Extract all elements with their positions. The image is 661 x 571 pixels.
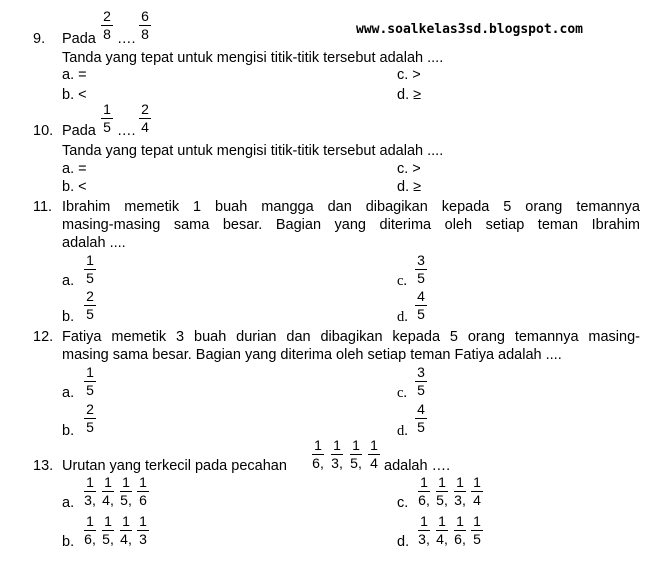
numerator: 1 bbox=[84, 514, 96, 531]
denominator: 5, bbox=[436, 492, 448, 508]
option-c-fraction bbox=[436, 475, 448, 508]
question-number: 9. bbox=[33, 31, 46, 47]
numerator: 1 bbox=[436, 475, 448, 492]
option-c: c. > bbox=[397, 67, 421, 83]
denominator: 6, bbox=[418, 492, 430, 508]
option-c-fraction bbox=[415, 365, 427, 398]
denominator: 3, bbox=[418, 531, 430, 547]
numerator: 1 bbox=[102, 475, 114, 492]
numerator: 3 bbox=[415, 253, 427, 270]
fraction bbox=[312, 438, 324, 471]
option-d-label: d. bbox=[397, 534, 410, 550]
denominator: 4 bbox=[370, 455, 378, 471]
watermark: www.soalkelas3sd.blogspot.com bbox=[356, 22, 583, 37]
numerator: 2 bbox=[139, 102, 151, 119]
option-d-label: d. bbox=[397, 309, 408, 325]
numerator: 2 bbox=[101, 9, 113, 26]
question-prefix: Urutan yang terkecil pada pecahan bbox=[62, 458, 287, 474]
comparison-dots: …. bbox=[117, 123, 136, 139]
numerator: 1 bbox=[84, 475, 96, 492]
option-a-label: a. bbox=[62, 385, 75, 401]
denominator: 5 bbox=[86, 419, 94, 435]
question-number: 11. bbox=[33, 199, 53, 215]
option-a-label: a. bbox=[62, 495, 75, 511]
option-b-label: b. bbox=[62, 534, 75, 550]
option-b-fraction bbox=[137, 514, 149, 547]
denominator: 5, bbox=[120, 492, 132, 508]
denominator: 6, bbox=[84, 531, 96, 547]
option-d-fraction bbox=[436, 514, 448, 547]
denominator: 3, bbox=[454, 492, 466, 508]
option-b-fraction bbox=[102, 514, 114, 547]
denominator: 5 bbox=[86, 306, 94, 322]
denominator: 5 bbox=[417, 270, 425, 286]
option-c-label: c. bbox=[397, 385, 408, 401]
option-a-fraction bbox=[84, 365, 96, 398]
option-a-label: a. bbox=[62, 273, 75, 289]
option-d: d. ≥ bbox=[397, 179, 422, 195]
question-line: Fatiya memetik 3 buah durian dan dibagikan kepada 5 orang temannya masing- bbox=[62, 329, 640, 345]
option-d-fraction bbox=[415, 402, 427, 435]
denominator: 5 bbox=[103, 119, 111, 135]
numerator: 4 bbox=[415, 402, 427, 419]
numerator: 1 bbox=[418, 475, 430, 492]
option-b-label: b. bbox=[62, 423, 75, 439]
fraction bbox=[368, 438, 380, 471]
option-c-fraction bbox=[454, 475, 466, 508]
numerator: 1 bbox=[84, 365, 96, 382]
numerator: 2 bbox=[84, 402, 96, 419]
option-c-label: c. bbox=[397, 495, 409, 511]
denominator: 5, bbox=[350, 455, 362, 471]
numerator: 1 bbox=[102, 514, 114, 531]
option-b-fraction bbox=[120, 514, 132, 547]
numerator: 1 bbox=[331, 438, 343, 455]
option-c-label: c. bbox=[397, 273, 408, 289]
denominator: 3, bbox=[331, 455, 343, 471]
denominator: 8 bbox=[141, 26, 149, 42]
numerator: 1 bbox=[84, 253, 96, 270]
option-d-fraction bbox=[415, 289, 427, 322]
denominator: 4 bbox=[141, 119, 149, 135]
numerator: 1 bbox=[101, 102, 113, 119]
option-b: b. < bbox=[62, 87, 87, 103]
fraction bbox=[139, 9, 151, 42]
question-prefix: Pada bbox=[62, 31, 96, 47]
question-prefix: Pada bbox=[62, 123, 96, 139]
option-a-fraction bbox=[137, 475, 149, 508]
option-a: a. = bbox=[62, 161, 87, 177]
question-line: Ibrahim memetik 1 buah mangga dan dibagikan kepada 5 orang temannya bbox=[62, 199, 640, 215]
option-a-fraction bbox=[84, 253, 96, 286]
numerator: 1 bbox=[418, 514, 430, 531]
denominator: 6 bbox=[139, 492, 147, 508]
denominator: 6, bbox=[454, 531, 466, 547]
question-text: Tanda yang tepat untuk mengisi titik-titik tersebut adalah .... bbox=[62, 143, 444, 159]
option-c-fraction bbox=[418, 475, 430, 508]
option-d-fraction bbox=[454, 514, 466, 547]
option-c-fraction bbox=[415, 253, 427, 286]
denominator: 5 bbox=[417, 306, 425, 322]
numerator: 1 bbox=[137, 514, 149, 531]
denominator: 4 bbox=[473, 492, 481, 508]
denominator: 5, bbox=[102, 531, 114, 547]
denominator: 4, bbox=[102, 492, 114, 508]
option-d-label: d. bbox=[397, 423, 408, 439]
option-d: d. ≥ bbox=[397, 87, 422, 103]
numerator: 1 bbox=[350, 438, 362, 455]
option-b-label: b. bbox=[62, 309, 75, 325]
denominator: 4, bbox=[436, 531, 448, 547]
option-c-fraction bbox=[471, 475, 483, 508]
denominator: 3, bbox=[84, 492, 96, 508]
numerator: 1 bbox=[368, 438, 380, 455]
denominator: 5 bbox=[417, 419, 425, 435]
denominator: 5 bbox=[86, 382, 94, 398]
numerator: 1 bbox=[137, 475, 149, 492]
fraction bbox=[350, 438, 362, 471]
fraction bbox=[139, 102, 151, 135]
numerator: 1 bbox=[471, 514, 483, 531]
option-c: c. > bbox=[397, 161, 421, 177]
denominator: 8 bbox=[103, 26, 111, 42]
numerator: 1 bbox=[120, 475, 132, 492]
denominator: 4, bbox=[120, 531, 132, 547]
numerator: 2 bbox=[84, 289, 96, 306]
option-d-fraction bbox=[418, 514, 430, 547]
question-text: Tanda yang tepat untuk mengisi titik-titik tersebut adalah .... bbox=[62, 50, 444, 66]
question-number: 13. bbox=[33, 458, 54, 474]
denominator: 6, bbox=[312, 455, 324, 471]
question-line: masing sama besar. Bagian yang diterima oleh setiap teman Fatiya adalah .... bbox=[62, 347, 562, 363]
option-a: a. = bbox=[62, 67, 87, 83]
option-a-fraction bbox=[84, 475, 96, 508]
question-number: 12. bbox=[33, 329, 54, 345]
denominator: 5 bbox=[417, 382, 425, 398]
fraction bbox=[331, 438, 343, 471]
numerator: 1 bbox=[436, 514, 448, 531]
denominator: 5 bbox=[473, 531, 481, 547]
option-a-fraction bbox=[102, 475, 114, 508]
option-d-fraction bbox=[471, 514, 483, 547]
numerator: 1 bbox=[454, 475, 466, 492]
question-number: 10. bbox=[33, 123, 54, 139]
numerator: 4 bbox=[415, 289, 427, 306]
denominator: 5 bbox=[86, 270, 94, 286]
numerator: 3 bbox=[415, 365, 427, 382]
option-b-fraction bbox=[84, 514, 96, 547]
question-suffix: adalah …. bbox=[384, 458, 451, 474]
numerator: 1 bbox=[471, 475, 483, 492]
option-a-fraction bbox=[120, 475, 132, 508]
question-line: adalah .... bbox=[62, 235, 126, 251]
numerator: 1 bbox=[120, 514, 132, 531]
fraction bbox=[101, 102, 113, 135]
fraction bbox=[101, 9, 113, 42]
option-b: b. < bbox=[62, 179, 87, 195]
comparison-dots: …. bbox=[117, 31, 136, 47]
numerator: 1 bbox=[312, 438, 324, 455]
numerator: 1 bbox=[454, 514, 466, 531]
option-b-fraction bbox=[84, 402, 96, 435]
question-line: masing-masing sama besar. Bagian yang diterima oleh setiap teman Ibrahim bbox=[62, 217, 640, 233]
numerator: 6 bbox=[139, 9, 151, 26]
option-b-fraction bbox=[84, 289, 96, 322]
denominator: 3 bbox=[139, 531, 147, 547]
